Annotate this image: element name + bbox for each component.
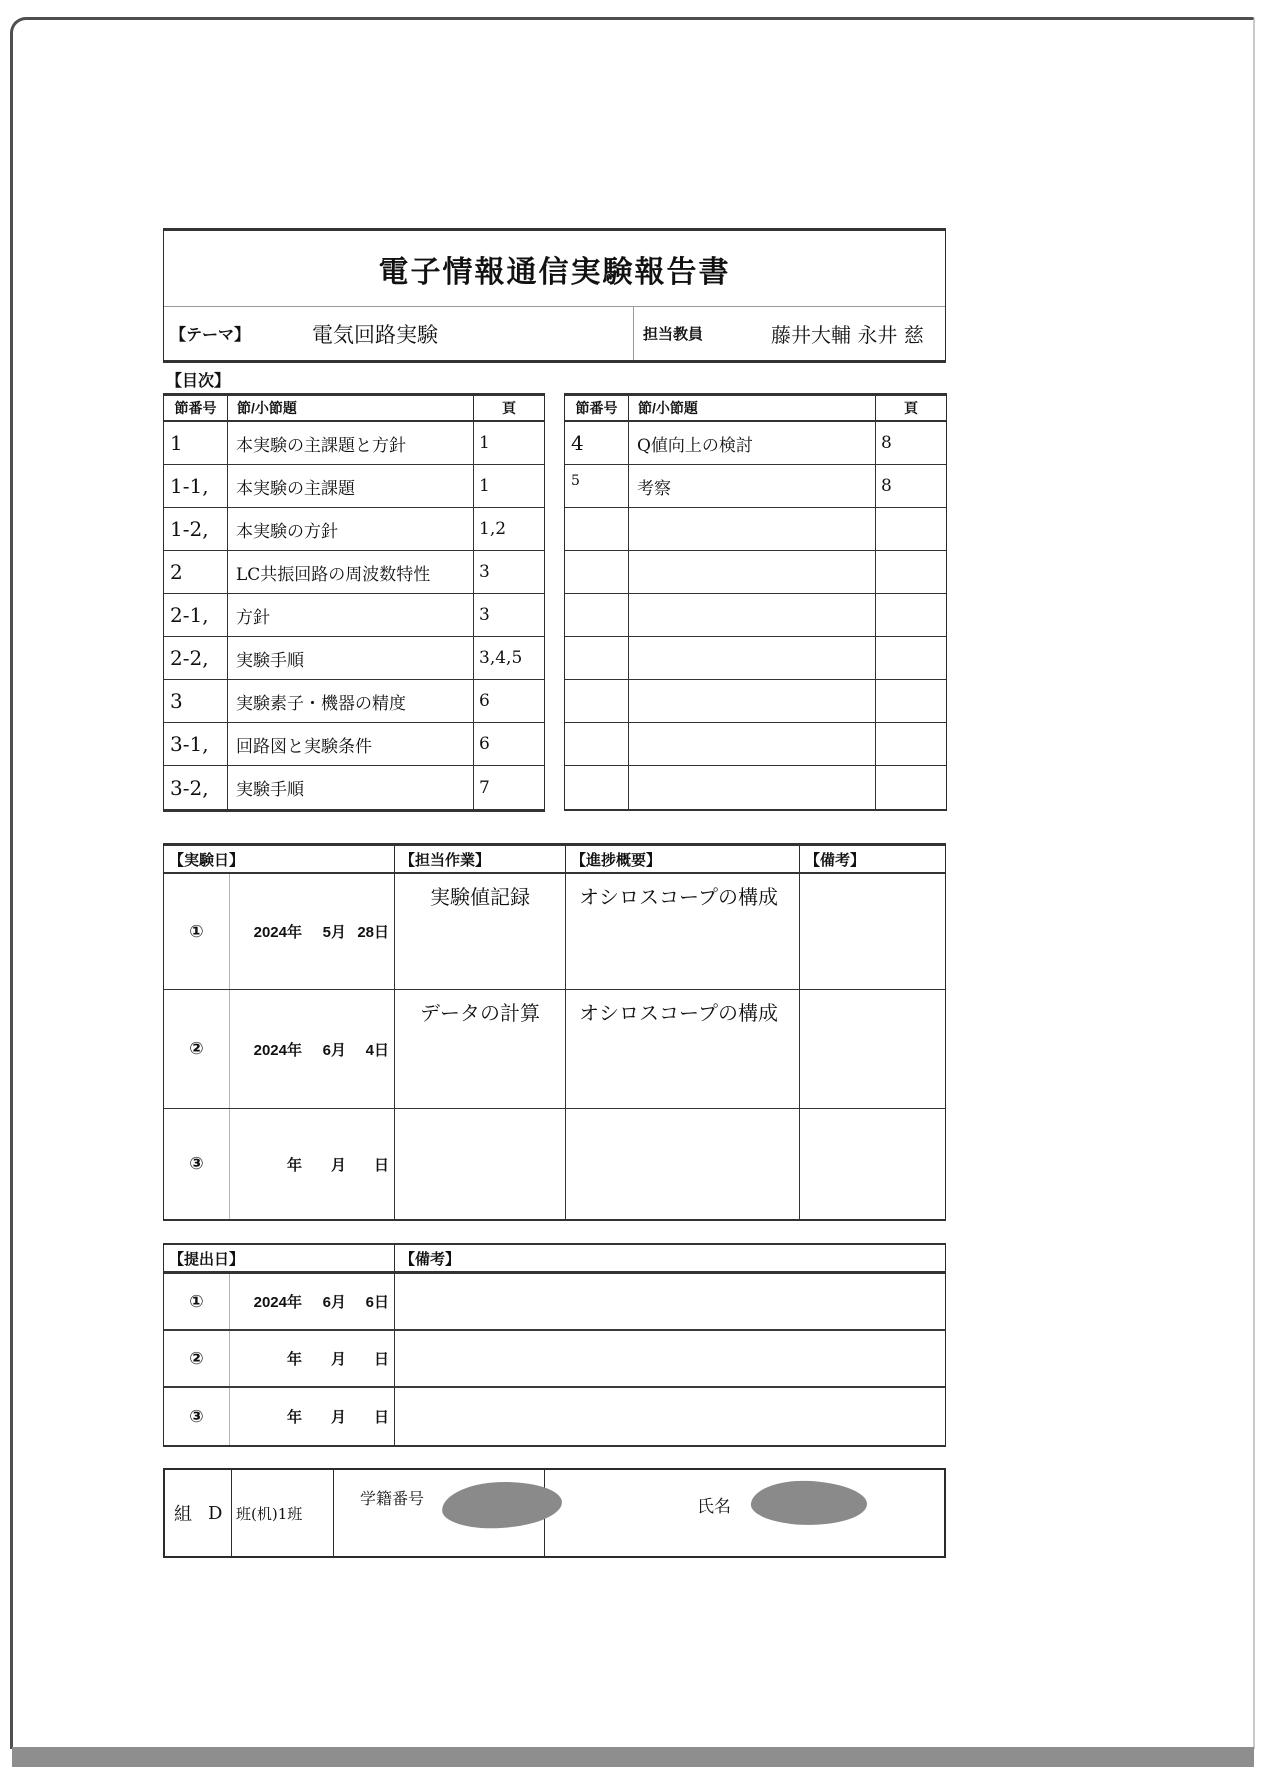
toc-col-title: 節/小節題 <box>228 396 474 420</box>
date-year: 2024年 <box>253 1294 302 1311</box>
toc-section-number: 3-1, <box>164 723 228 765</box>
date-year: 年 <box>286 1351 302 1368</box>
toc-section-title <box>629 723 876 765</box>
toc-section-title: 方針 <box>228 594 474 636</box>
toc-page-number: 8 <box>881 433 892 453</box>
report-header-table <box>163 228 946 363</box>
toc-section-number: 2 <box>164 551 228 593</box>
submission-date-cell <box>164 1388 395 1445</box>
toc-section-number: 2-2, <box>164 637 228 679</box>
toc-page-number <box>876 766 946 809</box>
toc-row <box>565 465 946 508</box>
toc-page-number: 3 <box>479 605 490 625</box>
submission-date <box>230 1388 394 1445</box>
toc-row <box>565 766 946 809</box>
toc-page-number <box>876 508 946 550</box>
toc-section-label: 【目次】 <box>166 373 231 390</box>
toc-page-number <box>876 594 946 636</box>
toc-section-number: 3-2, <box>164 766 228 809</box>
submission-remarks-header: 【備考】 <box>400 1250 461 1268</box>
submission-row <box>164 1331 945 1388</box>
toc-section-number <box>565 680 629 722</box>
toc-row <box>164 508 544 551</box>
toc-row <box>565 422 946 465</box>
submission-date-cell <box>164 1331 395 1386</box>
teacher-cell <box>634 307 945 360</box>
toc-section-number <box>565 508 629 550</box>
toc-row <box>565 551 946 594</box>
toc-section-title: LC共振回路の周波数特性 <box>228 551 474 593</box>
title-row <box>164 231 945 307</box>
assigned-work-value: データの計算 <box>395 990 566 1108</box>
toc-header-row <box>164 396 544 422</box>
progress-summary-header: 【進捗概要】 <box>566 846 800 872</box>
toc-row <box>164 637 544 680</box>
group-value: 班(机)1班 <box>236 1504 303 1523</box>
submission-row <box>164 1274 945 1331</box>
toc-section-number <box>565 594 629 636</box>
date-month: 6月 <box>322 1041 346 1059</box>
experiment-header-row <box>164 846 945 874</box>
submission-date <box>230 1331 394 1386</box>
teacher-names: 藤井大輔 永井 慈 <box>771 323 924 347</box>
teacher-label: 担当教員 <box>643 326 704 343</box>
toc-section-number: 2-1, <box>164 594 228 636</box>
row-number-circle: ③ <box>164 1109 230 1219</box>
toc-section-number: 5 <box>565 465 629 507</box>
experiment-row <box>164 990 945 1109</box>
toc-section-number: 1-1, <box>164 465 228 507</box>
experiment-date-cell <box>164 1109 395 1219</box>
toc-page-number: 1,2 <box>479 519 507 539</box>
submission-remarks-value <box>395 1388 945 1445</box>
submission-date <box>230 1274 394 1329</box>
class-label: 組 <box>174 1504 192 1525</box>
student-id-label: 学籍番号 <box>360 1489 425 1508</box>
assigned-work-value <box>395 1109 566 1219</box>
row-number-circle: ② <box>164 1331 230 1386</box>
toc-row <box>164 465 544 508</box>
toc-table-right <box>564 393 947 811</box>
date-month: 5月 <box>322 924 346 941</box>
toc-col-number: 節番号 <box>164 396 228 420</box>
toc-section-number <box>565 766 629 809</box>
date-year: 年 <box>286 1156 302 1174</box>
toc-section-title: 本実験の主課題と方針 <box>228 422 474 464</box>
class-cell <box>165 1470 232 1556</box>
toc-row <box>164 551 544 594</box>
toc-section-title <box>629 508 876 550</box>
experiment-date <box>230 990 394 1108</box>
row-number-circle: ① <box>164 1274 230 1329</box>
toc-section-title: 本実験の主課題 <box>228 465 474 507</box>
date-month: 月 <box>330 1156 346 1174</box>
name-label: 氏名 <box>697 1497 731 1517</box>
toc-page-number: 8 <box>881 476 892 496</box>
theme-row <box>164 307 945 360</box>
toc-row <box>164 680 544 723</box>
row-number-circle: ③ <box>164 1388 230 1445</box>
toc-page-number: 1 <box>479 476 490 496</box>
toc-section-title: 実験手順 <box>228 766 474 809</box>
experiment-date-cell <box>164 874 395 989</box>
experiment-row <box>164 874 945 990</box>
toc-section-number: 1-2, <box>164 508 228 550</box>
toc-section-title <box>629 766 876 809</box>
remarks-value <box>800 874 945 989</box>
group-cell <box>232 1470 334 1556</box>
submission-date-header: 【提出日】 <box>164 1245 395 1271</box>
theme-value: 電気回路実験 <box>312 322 439 347</box>
toc-col-number: 節番号 <box>565 396 629 420</box>
remarks-value <box>800 990 945 1108</box>
date-day: 日 <box>373 1156 389 1174</box>
remarks-value <box>800 1109 945 1219</box>
toc-page-number: 7 <box>479 777 490 798</box>
toc-row <box>565 637 946 680</box>
toc-section-title <box>629 680 876 722</box>
assigned-work-value: 実験値記録 <box>395 874 566 989</box>
submission-remarks-value <box>395 1331 945 1386</box>
toc-section-number: 4 <box>565 422 629 464</box>
date-day: 4日 <box>365 1041 389 1059</box>
toc-section-title: 本実験の方針 <box>228 508 474 550</box>
progress-summary-value <box>566 1109 800 1219</box>
theme-label: 【テーマ】 <box>170 327 251 344</box>
toc-page-number: 1 <box>479 433 490 453</box>
student-id-cell <box>334 1470 545 1556</box>
toc-row <box>565 723 946 766</box>
date-day: 日 <box>373 1351 389 1368</box>
toc-section-number: 3 <box>164 680 228 722</box>
toc-page-number: 3,4,5 <box>479 648 523 668</box>
class-value: D <box>208 1502 223 1524</box>
theme-cell <box>164 307 634 360</box>
toc-row <box>565 594 946 637</box>
experiment-row <box>164 1109 945 1219</box>
toc-section-title: 回路図と実験条件 <box>228 723 474 765</box>
toc-section-number <box>565 637 629 679</box>
toc-section-title <box>629 551 876 593</box>
experiment-log-table <box>163 843 946 1221</box>
toc-col-page: 頁 <box>502 400 516 416</box>
date-day: 日 <box>373 1409 389 1426</box>
experiment-date-cell <box>164 990 395 1108</box>
toc-col-page: 頁 <box>904 400 918 416</box>
toc-page-number <box>876 723 946 765</box>
toc-section-title: 実験手順 <box>228 637 474 679</box>
toc-page-number <box>876 637 946 679</box>
date-year: 2024年 <box>253 924 302 941</box>
toc-section-title: 実験素子・機器の精度 <box>228 680 474 722</box>
toc-page-number <box>876 680 946 722</box>
date-year: 2024年 <box>253 1041 302 1059</box>
progress-summary-value: オシロスコープの構成 <box>566 874 800 989</box>
row-number-circle: ① <box>164 874 230 989</box>
date-month: 月 <box>330 1409 346 1426</box>
toc-page-number: 3 <box>479 562 490 582</box>
toc-section-number <box>565 551 629 593</box>
toc-row <box>565 508 946 551</box>
student-info-box <box>163 1468 946 1558</box>
date-year: 年 <box>286 1409 302 1426</box>
toc-section-title <box>629 594 876 636</box>
row-number-circle: ② <box>164 990 230 1108</box>
submission-row <box>164 1388 945 1445</box>
experiment-date <box>230 1109 394 1219</box>
date-month: 月 <box>330 1351 346 1368</box>
submission-header-row <box>164 1245 945 1274</box>
toc-section-number <box>565 723 629 765</box>
toc-section-title <box>629 637 876 679</box>
submission-remarks-value <box>395 1274 945 1329</box>
toc-row <box>164 422 544 465</box>
toc-header-row <box>565 396 946 422</box>
submission-date-cell <box>164 1274 395 1329</box>
date-day: 28日 <box>357 924 389 941</box>
experiment-date <box>230 874 394 989</box>
toc-page-number: 6 <box>479 734 490 754</box>
toc-col-title: 節/小節題 <box>629 396 876 420</box>
toc-section-title: Q値向上の検討 <box>629 422 876 464</box>
student-name-cell <box>545 1470 944 1556</box>
toc-row <box>164 766 544 809</box>
date-month: 6月 <box>322 1294 346 1311</box>
page-title: 電子情報通信実験報告書 <box>378 254 731 290</box>
date-day: 6日 <box>365 1294 389 1311</box>
name-redaction <box>750 1479 867 1527</box>
toc-table-left <box>163 393 545 812</box>
toc-section-title: 考察 <box>629 465 876 507</box>
remarks-header: 【備考】 <box>805 851 866 869</box>
assigned-work-header: 【担当作業】 <box>395 846 566 872</box>
experiment-date-header: 【実験日】 <box>164 846 395 872</box>
toc-section-number: 1 <box>164 422 228 464</box>
submission-table <box>163 1243 946 1447</box>
toc-row <box>164 723 544 766</box>
toc-page-number <box>876 551 946 593</box>
toc-page-number: 6 <box>479 691 490 711</box>
progress-summary-value: オシロスコープの構成 <box>566 990 800 1108</box>
toc-row <box>164 594 544 637</box>
toc-row <box>565 680 946 723</box>
page-bottom-separator <box>12 1747 1254 1767</box>
